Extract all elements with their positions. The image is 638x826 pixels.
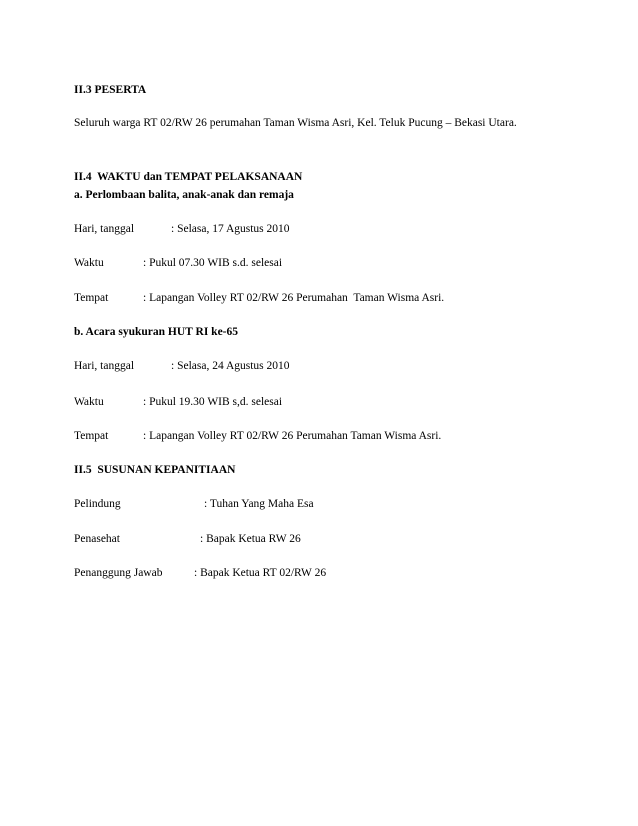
field-label: Hari, tanggal	[74, 223, 135, 235]
field-value: : Lapangan Volley RT 02/RW 26 Perumahan Taman Wisma Asri.	[143, 430, 442, 442]
field-row-hari-a	[74, 222, 594, 238]
field-row-tempat-a	[74, 291, 594, 307]
field-row-pelindung	[74, 497, 594, 513]
section-heading-waktu-tempat: II.4 WAKTU dan TEMPAT PELAKSANAAN	[74, 171, 303, 183]
field-label: Penanggung Jawab	[74, 567, 163, 579]
field-label: Pelindung	[74, 498, 121, 510]
subsection-title-perlombaan: a. Perlombaan balita, anak-anak dan remaja	[74, 189, 294, 201]
field-label: Waktu	[74, 257, 104, 269]
field-value: : Selasa, 17 Agustus 2010	[171, 223, 290, 235]
field-value: : Bapak Ketua RW 26	[200, 533, 301, 545]
field-row-waktu-b	[74, 395, 594, 411]
field-row-hari-b	[74, 359, 594, 375]
field-label: Penasehat	[74, 533, 120, 545]
subsection-title-syukuran: b. Acara syukuran HUT RI ke-65	[74, 326, 239, 338]
field-value: : Tuhan Yang Maha Esa	[204, 498, 314, 510]
section-heading-kepanitiaan: II.5 SUSUNAN KEPANITIAAN	[74, 464, 236, 476]
field-value: : Pukul 07.30 WIB s.d. selesai	[143, 257, 283, 269]
field-label: Hari, tanggal	[74, 360, 135, 372]
field-label: Waktu	[74, 396, 104, 408]
field-value: : Pukul 19.30 WIB s,d. selesai	[143, 396, 283, 408]
field-row-penasehat	[74, 532, 594, 548]
field-label: Tempat	[74, 292, 109, 304]
field-value: : Selasa, 24 Agustus 2010	[171, 360, 290, 372]
section-heading-peserta: II.3 PESERTA	[74, 84, 147, 96]
field-label: Tempat	[74, 430, 109, 442]
field-row-waktu-a	[74, 256, 594, 272]
peserta-text: Seluruh warga RT 02/RW 26 perumahan Taman Wisma Asri, Kel. Teluk Pucung – Bekasi Utara.	[74, 117, 517, 129]
field-value: : Bapak Ketua RT 02/RW 26	[194, 567, 327, 579]
field-row-tempat-b	[74, 429, 594, 445]
field-row-penanggung-jawab	[74, 566, 594, 582]
field-value: : Lapangan Volley RT 02/RW 26 Perumahan Taman Wisma Asri.	[143, 292, 445, 304]
